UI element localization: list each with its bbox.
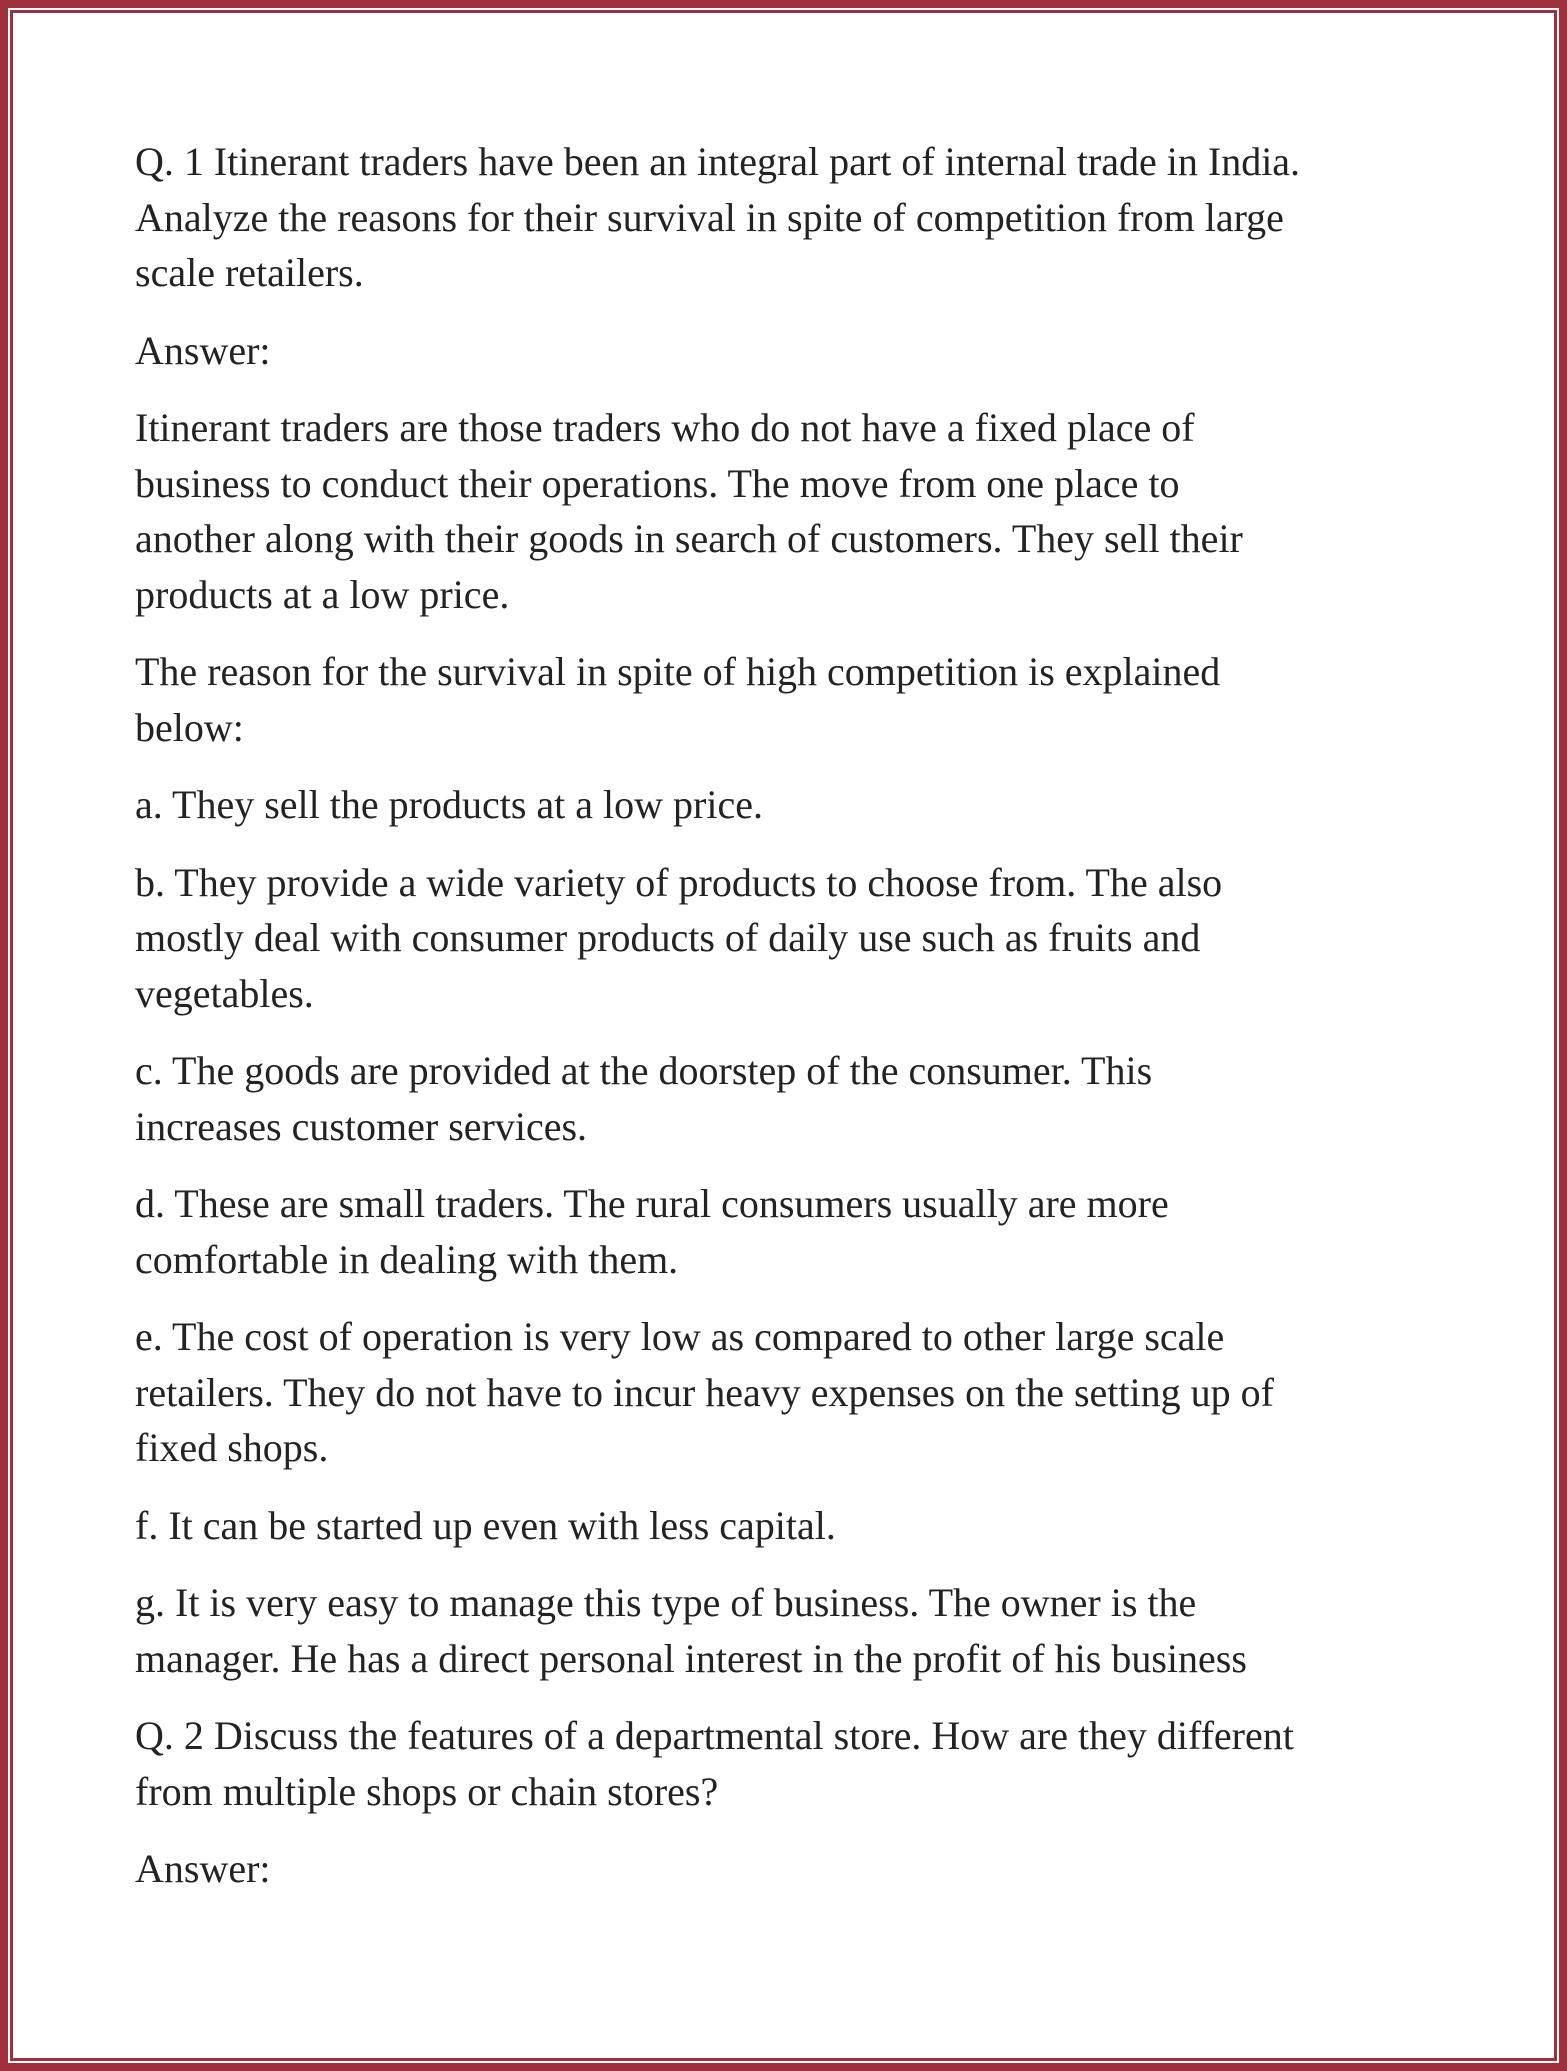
text-line: retailers. They do not have to incur heavy expenses on the setting up of: [135, 1369, 1274, 1415]
text-line: from multiple shops or chain stores?: [135, 1768, 719, 1814]
text-line: Q. 2 Discuss the features of a departmental store. How are they different: [135, 1713, 1294, 1758]
paragraph-answer-1: [135, 323, 1465, 379]
text-line: below:: [135, 704, 244, 750]
paragraph-q1: [135, 134, 1465, 301]
paragraph-point-f: [135, 1498, 1465, 1554]
paragraph-q2: [135, 1708, 1465, 1819]
text-line: mostly deal with consumer products of daily use such as fruits and: [135, 915, 1201, 960]
paragraph-point-a: [135, 777, 1465, 833]
text-line: business to conduct their operations. The move from one place to: [135, 460, 1180, 506]
text-line: Itinerant traders are those traders who do not have a fixed place of: [135, 405, 1195, 450]
paragraph-answer-2: [135, 1841, 1465, 1897]
text-line: d. These are small traders. The rural consumers usually are more: [135, 1181, 1169, 1226]
paragraph-point-g: [135, 1575, 1465, 1686]
text-line: b. They provide a wide variety of products to choose from. The also: [135, 859, 1223, 905]
text-line: products at a low price.: [135, 571, 510, 617]
text-line: fixed shops.: [135, 1425, 329, 1470]
text-line: comfortable in dealing with them.: [135, 1236, 679, 1282]
text-line: vegetables.: [135, 970, 314, 1016]
text-line: scale retailers.: [135, 250, 364, 295]
paragraph-point-c: [135, 1043, 1465, 1154]
text-line: g. It is very easy to manage this type of business. The owner is the: [135, 1580, 1197, 1625]
text-line: Analyze the reasons for their survival in spite of competition from large: [135, 194, 1284, 240]
text-line: f. It can be started up even with less capital.: [135, 1502, 836, 1548]
text-line: The reason for the survival in spite of high competition is explained: [135, 649, 1221, 694]
paragraph-intro: [135, 644, 1465, 755]
paragraph-point-b: [135, 855, 1465, 1022]
text-line: Answer:: [135, 1846, 271, 1891]
paragraph-definition: [135, 400, 1465, 622]
paragraph-point-e: [135, 1309, 1465, 1476]
text-line: manager. He has a direct personal interest in the profit of his business: [135, 1635, 1247, 1681]
document-body: [135, 134, 1465, 1919]
text-line: c. The goods are provided at the doorstep of the consumer. This: [135, 1048, 1153, 1093]
text-line: another along with their goods in search of customers. They sell their: [135, 516, 1243, 561]
text-line: increases customer services.: [135, 1103, 588, 1149]
paragraph-point-d: [135, 1176, 1465, 1287]
text-line: Answer:: [135, 327, 271, 373]
text-line: a. They sell the products at a low price.: [135, 782, 763, 827]
text-line: e. The cost of operation is very low as compared to other large scale: [135, 1314, 1225, 1359]
text-line: Q. 1 Itinerant traders have been an integral part of internal trade in India.: [135, 139, 1301, 184]
